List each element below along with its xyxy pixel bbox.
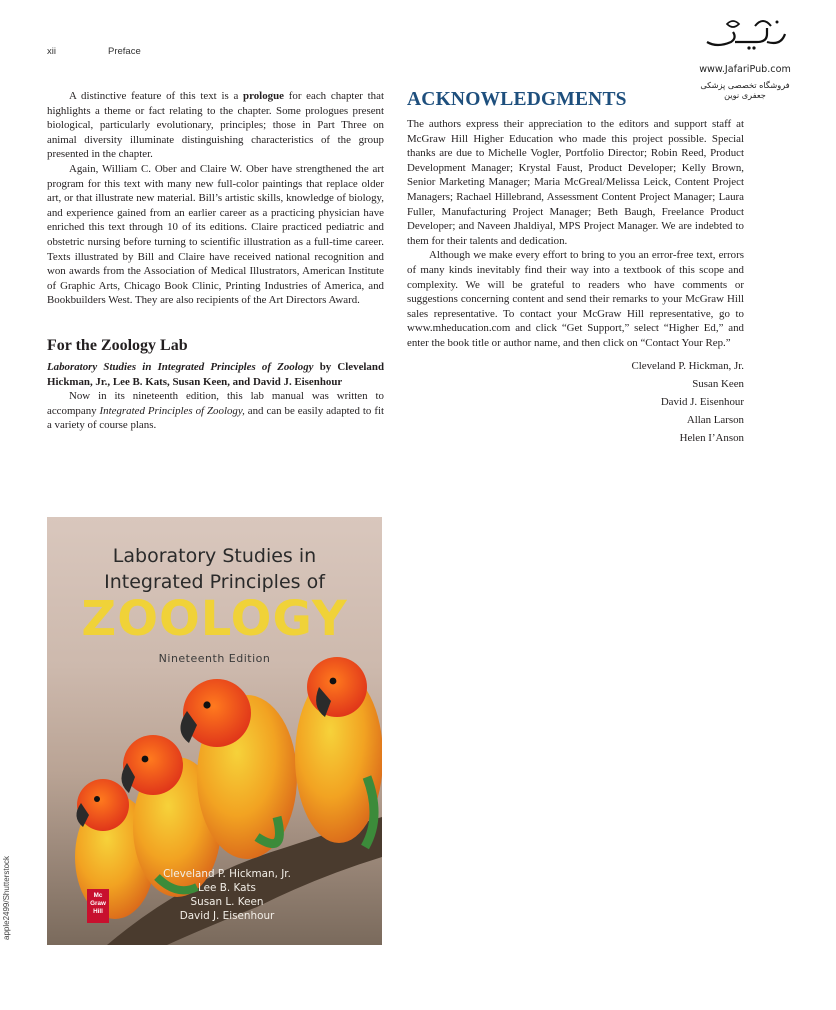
lab-manual-cover-image (47, 517, 382, 945)
signature: Allan Larson (686, 413, 744, 426)
signature: David J. Eisenhour (660, 395, 744, 408)
art-program-paragraph: Again, William C. Ober and Claire W. Ober have strengthened the art program for this text with many new full-color paintings that replace older art, or that illustrate new material. Bill’s artistic skills, knowledge of biology, and experience gained from an earlier career as a practicing physician have enriched this text through 10 of its editions. Claire practiced pediatric and obstetric nursing before turning to scientific illustration as a full-time career. Texts illustrated by Bill and Claire have received national recognition and won awards from the Association of Medical Illustrators, American Institute of Graphic Arts, Chicago Book Clinic, Printing Industries of America, and Bookbuilders West. They are also recipients of the Art Directors Award. (47, 162, 384, 307)
lab-section-heading: For the Zoology Lab (47, 336, 188, 354)
page-number: xii (47, 46, 56, 57)
left-column (47, 89, 384, 433)
prologue-paragraph: A distinctive feature of this text is a prologue for each chapter that highlights a theme or fact relating to the chapter. Some prologues present biological, particularly evolutionary, principles; those in Part Three on animal diversity illuminate distinguishing characteristics of the group presented in the chapter. (47, 90, 384, 161)
signature: Helen I’Anson (679, 431, 744, 444)
lab-manual-citation: Laboratory Studies in Integrated Principles of Zoology by Cleveland Hickman, Jr., Lee B. Kats, Susan Keen, and David J. Eisenhour (47, 360, 384, 388)
author-signatures (407, 357, 744, 447)
acknowledgments-paragraph-2: Although we make every effort to bring to you an error-free text, errors of many kinds inevitably find their way into a textbook of this scope and complexity. We will be grateful to readers who have comments or suggestions concerning content and send their remarks to your McGraw Hill sales representative. To contact your McGraw Hill representative, go to www.mheducation.com and click “Get Support,” select “Higher Ed,” and enter the book title or author name, and then click on “Contact Your Rep.” (407, 249, 744, 349)
cover-authors: Cleveland P. Hickman, Jr. Lee B. Kats Susan L. Keen David J. Eisenhour (163, 868, 291, 922)
prologue-term: prologue (243, 90, 284, 102)
logo-url: www.JafariPub.com (699, 64, 791, 75)
cover-title-zoology: ZOOLOGY (81, 591, 348, 647)
logo-tagline: فروشگاه تخصصی پزشکی جعفری نوین (700, 80, 790, 100)
lab-manual-paragraph: Now in its nineteenth edition, this lab manual was written to accompany Integrated Principles of Zoology, and can be easily adapted to fit a variety of course plans. (47, 390, 385, 432)
signature: Cleveland P. Hickman, Jr. (631, 359, 744, 372)
jafari-logo-icon (697, 12, 793, 58)
publisher-watermark-logo (690, 12, 800, 100)
right-column (407, 89, 744, 447)
cover-edition: Nineteenth Edition (158, 652, 271, 665)
cover-title: Laboratory Studies in Integrated Principles of (104, 545, 325, 593)
running-title: Preface (108, 46, 141, 57)
signature: Susan Keen (692, 377, 744, 390)
photo-credit: apple2499/Shutterstock (2, 855, 11, 940)
acknowledgments-heading: ACKNOWLEDGMENTS (407, 89, 627, 110)
acknowledgments-paragraph-1: The authors express their appreciation to the editors and support staff at McGraw Hill Higher Education who made this project possible. Special thanks are due to Michelle Vogler, Portfolio Director; Robin Reed, Product Development Manager; Krystal Faust, Product Developer; Kelly Brown, Senior Marketing Manager; Maria McGreal/Melissa Leick, Content Project Managers; Rachael Hillebrand, Assessment Content Project Manager; Laura Fuller, Manufacturing Project Manager; Beth Baugh, Freelance Product Developer; and Naveen Jhaldiyal, MPS Project Manager. We are indebted to them for their talents and dedication. (407, 118, 744, 247)
mcgraw-hill-logo: Mc Graw Hill (87, 889, 109, 923)
